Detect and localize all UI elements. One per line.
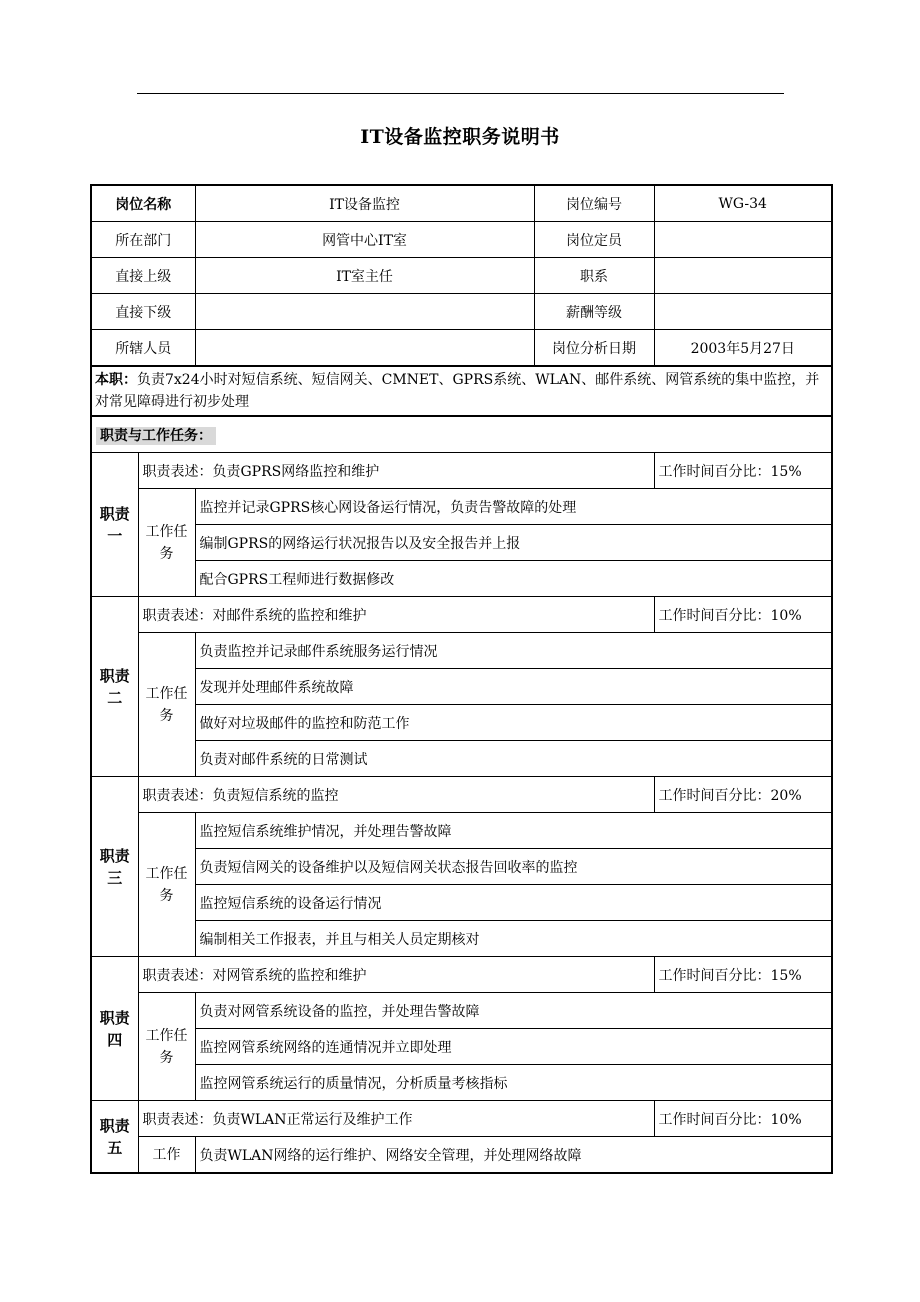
duty-2-desc: 职责表述：对邮件系统的监控和维护 bbox=[138, 597, 654, 633]
duty-2-task-3: 做好对垃圾邮件的监控和防范工作 bbox=[195, 705, 832, 741]
label-supervisor: 直接上级 bbox=[91, 258, 195, 294]
duty-4-desc: 职责表述：对网管系统的监控和维护 bbox=[138, 957, 654, 993]
value-headcount bbox=[654, 222, 832, 258]
duty-3-desc-row bbox=[91, 777, 832, 813]
task-row bbox=[91, 849, 832, 885]
info-row-supervisor bbox=[91, 258, 832, 294]
value-salary-grade bbox=[654, 294, 832, 330]
duty-1-task-label: 工作任务 bbox=[138, 489, 195, 597]
value-subordinate bbox=[195, 294, 534, 330]
label-subordinate: 直接下级 bbox=[91, 294, 195, 330]
task-row bbox=[91, 921, 832, 957]
info-row-department bbox=[91, 222, 832, 258]
duty-4-pct: 工作时间百分比：15% bbox=[654, 957, 832, 993]
duty-4-label-text: 职责四 bbox=[99, 1008, 130, 1049]
label-staff: 所辖人员 bbox=[91, 330, 195, 367]
label-job-family: 职系 bbox=[534, 258, 654, 294]
summary-row bbox=[91, 366, 832, 416]
duty-2-label bbox=[91, 597, 138, 777]
label-position-code: 岗位编号 bbox=[534, 185, 654, 222]
task-row bbox=[91, 741, 832, 777]
duty-4-task-1: 负责对网管系统设备的监控，并处理告警故障 bbox=[195, 993, 832, 1029]
duty-2-task-2: 发现并处理邮件系统故障 bbox=[195, 669, 832, 705]
task-row bbox=[91, 1137, 832, 1174]
duty-1-desc: 职责表述：负责GPRS网络监控和维护 bbox=[138, 453, 654, 489]
duty-1-pct: 工作时间百分比：15% bbox=[654, 453, 832, 489]
page-title: IT设备监控职务说明书 bbox=[360, 126, 560, 148]
duties-header: 职责与工作任务： bbox=[96, 427, 216, 445]
value-department: 网管中心IT室 bbox=[195, 222, 534, 258]
duty-5-task-label: 工作 bbox=[138, 1137, 195, 1174]
task-row bbox=[91, 813, 832, 849]
task-row bbox=[91, 1065, 832, 1101]
duty-5-desc-row bbox=[91, 1101, 832, 1137]
duties-header-cell bbox=[91, 416, 832, 453]
duty-1-task-2: 编制GPRS的网络运行状况报告以及安全报告并上报 bbox=[195, 525, 832, 561]
duty-2-pct: 工作时间百分比：10% bbox=[654, 597, 832, 633]
task-row bbox=[91, 489, 832, 525]
label-analysis-date: 岗位分析日期 bbox=[534, 330, 654, 367]
duty-3-label bbox=[91, 777, 138, 957]
duty-3-task-label: 工作任务 bbox=[138, 813, 195, 957]
task-row bbox=[91, 705, 832, 741]
duty-4-task-label: 工作任务 bbox=[138, 993, 195, 1101]
duties-header-row bbox=[91, 416, 832, 453]
task-row bbox=[91, 669, 832, 705]
duty-2-task-label: 工作任务 bbox=[138, 633, 195, 777]
duty-4-task-3: 监控网管系统运行的质量情况，分析质量考核指标 bbox=[195, 1065, 832, 1101]
value-analysis-date: 2003年5月27日 bbox=[654, 330, 832, 367]
summary-text: 负责7x24小时对短信系统、短信网关、CMNET、GPRS系统、WLAN、邮件系统、网管系统的集中监控，并对常见障碍进行初步处理 bbox=[95, 372, 820, 410]
info-row-subordinate bbox=[91, 294, 832, 330]
value-staff bbox=[195, 330, 534, 367]
duty-5-desc: 职责表述：负责WLAN正常运行及维护工作 bbox=[138, 1101, 654, 1137]
duty-4-task-2: 监控网管系统网络的连通情况并立即处理 bbox=[195, 1029, 832, 1065]
value-position-code: WG-34 bbox=[654, 185, 832, 222]
task-row bbox=[91, 885, 832, 921]
duty-3-task-3: 监控短信系统的设备运行情况 bbox=[195, 885, 832, 921]
duty-1-desc-row bbox=[91, 453, 832, 489]
duty-5-label bbox=[91, 1101, 138, 1174]
job-description-table bbox=[90, 184, 833, 1174]
duty-5-task-1: 负责WLAN网络的运行维护、网络安全管理，并处理网络故障 bbox=[195, 1137, 832, 1174]
task-row bbox=[91, 561, 832, 597]
task-row bbox=[91, 633, 832, 669]
task-row bbox=[91, 993, 832, 1029]
duty-2-task-4: 负责对邮件系统的日常测试 bbox=[195, 741, 832, 777]
duty-3-pct: 工作时间百分比：20% bbox=[654, 777, 832, 813]
task-row bbox=[91, 1029, 832, 1065]
duty-3-label-text: 职责三 bbox=[99, 846, 130, 887]
label-salary-grade: 薪酬等级 bbox=[534, 294, 654, 330]
duty-3-task-2: 负责短信网关的设备维护以及短信网关状态报告回收率的监控 bbox=[195, 849, 832, 885]
duty-2-desc-row bbox=[91, 597, 832, 633]
duty-5-pct: 工作时间百分比：10% bbox=[654, 1101, 832, 1137]
duty-3-task-1: 监控短信系统维护情况，并处理告警故障 bbox=[195, 813, 832, 849]
summary-cell bbox=[91, 366, 832, 416]
duty-3-task-4: 编制相关工作报表，并且与相关人员定期核对 bbox=[195, 921, 832, 957]
duty-2-label-text: 职责二 bbox=[99, 666, 130, 707]
duty-4-desc-row bbox=[91, 957, 832, 993]
label-department: 所在部门 bbox=[91, 222, 195, 258]
label-headcount: 岗位定员 bbox=[534, 222, 654, 258]
value-supervisor: IT室主任 bbox=[195, 258, 534, 294]
duty-2-task-1: 负责监控并记录邮件系统服务运行情况 bbox=[195, 633, 832, 669]
duty-5-label-text: 职责五 bbox=[99, 1116, 130, 1157]
duty-4-label bbox=[91, 957, 138, 1101]
value-position-name: IT设备监控 bbox=[195, 185, 534, 222]
value-job-family bbox=[654, 258, 832, 294]
header-rule bbox=[137, 93, 784, 94]
duty-1-task-3: 配合GPRS工程师进行数据修改 bbox=[195, 561, 832, 597]
label-position-name: 岗位名称 bbox=[91, 185, 195, 222]
task-row bbox=[91, 525, 832, 561]
summary-label: 本职： bbox=[95, 372, 137, 388]
info-row-staff bbox=[91, 330, 832, 367]
duty-1-label bbox=[91, 453, 138, 597]
info-row-position-name bbox=[91, 185, 832, 222]
duty-1-task-1: 监控并记录GPRS核心网设备运行情况，负责告警故障的处理 bbox=[195, 489, 832, 525]
duty-1-label-text: 职责一 bbox=[99, 504, 130, 545]
duty-3-desc: 职责表述：负责短信系统的监控 bbox=[138, 777, 654, 813]
